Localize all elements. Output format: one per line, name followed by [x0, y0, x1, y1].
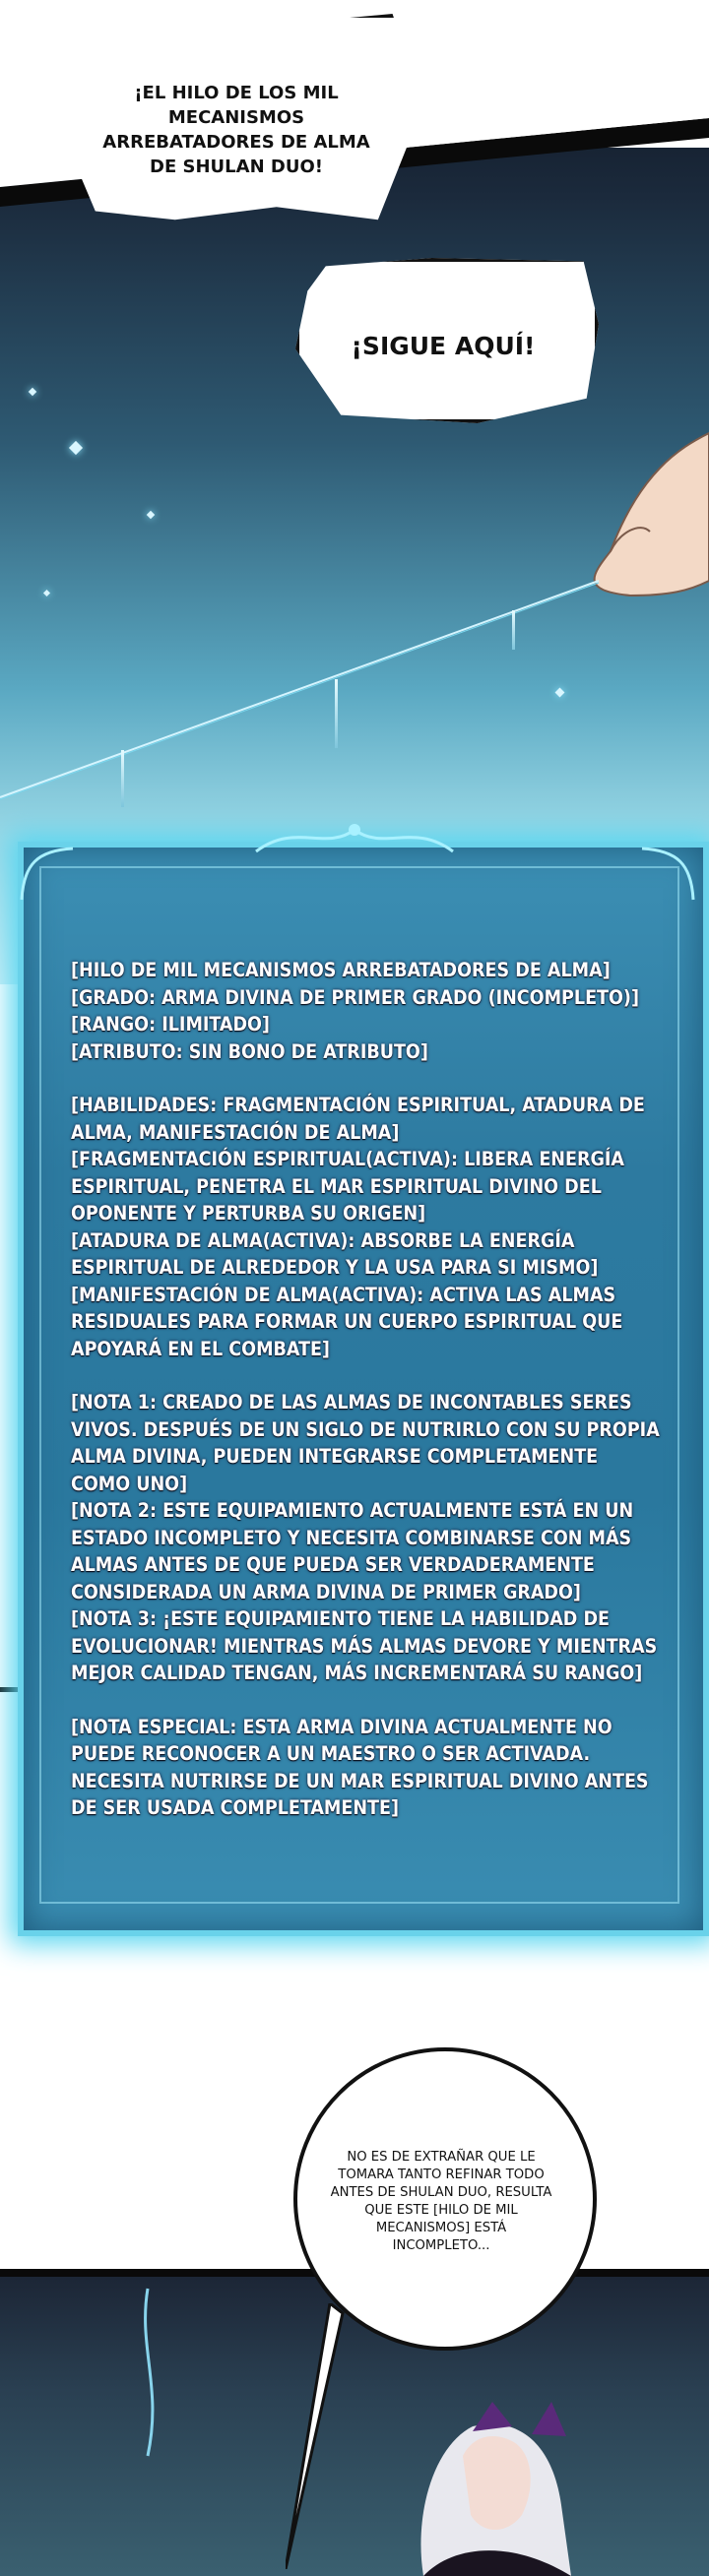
status-line: [NOTA 3: ¡ESTE EQUIPAMIENTO TIENE LA HABILIDAD DE EVOLUCIONAR! MIENTRAS MÁS ALMAS DEVORE Y MIENTRAS MEJOR CALIDAD TENGAN, MÁS INCREMENTARÁ SU RANGO] [71, 1607, 658, 1684]
icicle-icon [335, 679, 338, 748]
status-line: [ATRIBUTO: SIN BONO DE ATRIBUTO] [71, 1039, 428, 1063]
status-line-gap [71, 1065, 662, 1092]
status-line: [NOTA ESPECIAL: ESTA ARMA DIVINA ACTUALMENTE NO PUEDE RECONOCER A UN MAESTRO O SER ACTIVADA. NECESITA NUTRIRSE DE UN MAR ESPIRITUAL DIVINO ANTES DE SER USADA COMPLETAMENTE] [71, 1715, 649, 1819]
icicle-icon [512, 610, 515, 650]
status-line: [FRAGMENTACIÓN ESPIRITUAL(ACTIVA): LIBERA ENERGÍA ESPIRITUAL, PENETRA EL MAR ESPIRITUAL DIVINO DEL OPONENTE Y PERTURBA SU ORIGEN] [71, 1148, 624, 1225]
status-line: [NOTA 1: CREADO DE LAS ALMAS DE INCONTABLES SERES VIVOS. DESPUÉS DE UN SIGLO DE NUTRIRLO CON SU PROPIA ALMA DIVINA, PUEDEN INTEGRARSE COMPLETAMENTE COMO UNO] [71, 1391, 660, 1495]
speech-bubble-round-text: NO ES DE EXTRAÑAR QUE LE TOMARA TANTO REFINAR TODO ANTES DE SHULAN DUO, RESULTA QUE ESTE [HILO DE MIL MECANISMOS] ESTÁ INCOMPLETO... [330, 2150, 552, 2253]
status-line: [NOTA 2: ESTE EQUIPAMIENTO ACTUALMENTE ESTÁ EN UN ESTADO INCOMPLETO Y NECESITA COMBINARSE CON MÁS ALMAS ANTES DE QUE PUEDA SER VERDADERAMENTE CONSIDERADA UN ARMA DIVINA DE PRIMER GRADO] [71, 1499, 634, 1603]
status-window-text [71, 957, 662, 1822]
status-line: [HABILIDADES: FRAGMENTACIÓN ESPIRITUAL, ATADURA DE ALMA, MANIFESTACIÓN DE ALMA] [71, 1094, 645, 1144]
speech-tail [286, 2303, 345, 2569]
ornament-icon [246, 812, 463, 861]
status-line: [MANIFESTACIÓN DE ALMA(ACTIVA): ACTIVA LAS ALMAS RESIDUALES PARA FORMAR UN CUERPO ESPIRITUAL QUE APOYARÁ EN EL COMBATE] [71, 1283, 623, 1360]
status-line: [ATADURA DE ALMA(ACTIVA): ABSORBE LA ENERGÍA ESPIRITUAL DE ALREDEDOR Y LA USA PARA SI MISMO] [71, 1228, 599, 1279]
corner-ornament-icon [638, 845, 697, 904]
speech-bubble-top-text: ¡EL HILO DE LOS MIL MECANISMOS ARREBATADORES DE ALMA DE SHULAN DUO! [102, 83, 370, 177]
status-line: [RANGO: ILIMITADO] [71, 1013, 270, 1036]
speech-bubble-middle-text: ¡SIGUE AQUÍ! [351, 332, 536, 360]
corner-ornament-icon [18, 845, 77, 904]
status-line-gap [71, 1362, 662, 1389]
icicle-icon [121, 750, 124, 807]
status-line: [GRADO: ARMA DIVINA DE PRIMER GRADO (INCOMPLETO)] [71, 985, 639, 1009]
status-line-gap [71, 1687, 662, 1714]
status-line: [HILO DE MIL MECANISMOS ARREBATADORES DE ALMA] [71, 959, 611, 981]
